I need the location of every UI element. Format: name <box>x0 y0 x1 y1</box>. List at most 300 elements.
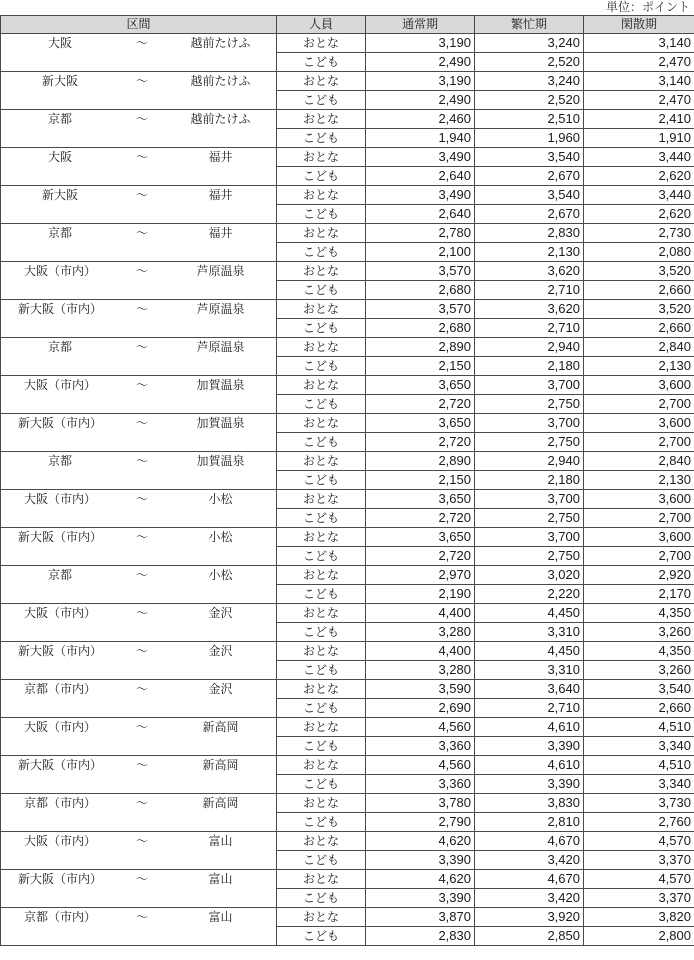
fare-regular-child: 2,720 <box>366 547 475 566</box>
fare-regular-adult: 2,460 <box>366 110 475 129</box>
fare-busy-adult: 3,240 <box>475 72 584 91</box>
route-cell <box>1 300 277 338</box>
fare-regular-adult: 4,620 <box>366 870 475 889</box>
route-from: 京都（市内） <box>23 796 96 810</box>
route-cell <box>1 186 277 224</box>
person-child: こども <box>277 471 366 490</box>
fare-offpeak-adult: 3,730 <box>584 794 694 813</box>
fare-busy-child: 2,750 <box>475 547 584 566</box>
fare-regular-adult: 2,970 <box>366 566 475 585</box>
table-row <box>1 908 694 927</box>
fare-offpeak-adult: 3,600 <box>584 490 694 509</box>
person-adult: おとな <box>277 566 366 585</box>
fare-offpeak-child: 3,260 <box>584 623 694 642</box>
table-row <box>1 756 694 775</box>
header-busy: 繁忙期 <box>475 16 584 34</box>
person-adult: おとな <box>277 110 366 129</box>
fare-busy-adult: 4,610 <box>475 756 584 775</box>
route-tilde: ～ <box>135 74 148 88</box>
header-person: 人員 <box>277 16 366 34</box>
fare-offpeak-adult: 2,730 <box>584 224 694 243</box>
fare-busy-child: 2,220 <box>475 585 584 604</box>
route-tilde: ～ <box>135 416 148 430</box>
route-cell <box>1 34 277 72</box>
fare-offpeak-child: 2,700 <box>584 509 694 528</box>
person-child: こども <box>277 547 366 566</box>
person-child: こども <box>277 433 366 452</box>
route-to: 加賀温泉 <box>196 378 245 392</box>
fare-busy-adult: 4,610 <box>475 718 584 737</box>
fare-offpeak-adult: 3,440 <box>584 148 694 167</box>
header-regular: 通常期 <box>366 16 475 34</box>
table-row <box>1 224 694 243</box>
fare-regular-adult: 3,490 <box>366 186 475 205</box>
route-tilde: ～ <box>135 36 148 50</box>
route-from: 京都（市内） <box>23 910 96 924</box>
route-tilde: ～ <box>135 796 148 810</box>
fare-regular-adult: 3,780 <box>366 794 475 813</box>
person-child: こども <box>277 53 366 72</box>
fare-busy-child: 2,850 <box>475 927 584 946</box>
fare-regular-child: 2,720 <box>366 395 475 414</box>
fare-offpeak-child: 2,700 <box>584 395 694 414</box>
fare-busy-child: 2,520 <box>475 91 584 110</box>
route-from: 新大阪 <box>41 188 78 202</box>
fare-regular-adult: 3,870 <box>366 908 475 927</box>
person-child: こども <box>277 395 366 414</box>
fare-busy-adult: 3,830 <box>475 794 584 813</box>
table-row <box>1 262 694 281</box>
fare-regular-adult: 3,650 <box>366 490 475 509</box>
unit-label: 単位：ポイント <box>605 0 690 14</box>
route-tilde: ～ <box>135 720 148 734</box>
fare-regular-child: 2,490 <box>366 53 475 72</box>
person-adult: おとな <box>277 680 366 699</box>
fare-offpeak-child: 3,370 <box>584 889 694 908</box>
route-cell <box>1 870 277 908</box>
fare-busy-adult: 3,700 <box>475 490 584 509</box>
person-adult: おとな <box>277 300 366 319</box>
route-to: 富山 <box>208 872 233 886</box>
route-cell <box>1 224 277 262</box>
fare-regular-child: 3,360 <box>366 737 475 756</box>
route-to: 越前たけふ <box>190 112 251 126</box>
route-from: 京都 <box>47 454 72 468</box>
route-to: 富山 <box>208 834 233 848</box>
fare-offpeak-adult: 4,510 <box>584 756 694 775</box>
person-adult: おとな <box>277 224 366 243</box>
table-row <box>1 604 694 623</box>
route-cell <box>1 528 277 566</box>
person-adult: おとな <box>277 870 366 889</box>
route-to: 芦原温泉 <box>196 264 245 278</box>
table-row <box>1 832 694 851</box>
route-cell <box>1 604 277 642</box>
fare-regular-child: 3,390 <box>366 851 475 870</box>
fare-busy-adult: 2,940 <box>475 452 584 471</box>
route-from: 京都 <box>47 568 72 582</box>
route-from: 大阪（市内） <box>23 378 96 392</box>
route-cell <box>1 832 277 870</box>
fare-regular-adult: 3,590 <box>366 680 475 699</box>
fare-regular-child: 2,190 <box>366 585 475 604</box>
fare-busy-adult: 3,700 <box>475 376 584 395</box>
fare-regular-child: 2,150 <box>366 357 475 376</box>
route-from: 京都 <box>47 340 72 354</box>
route-to: 加賀温泉 <box>196 454 245 468</box>
fare-busy-child: 2,130 <box>475 243 584 262</box>
person-adult: おとな <box>277 604 366 623</box>
route-to: 福井 <box>208 188 233 202</box>
fare-busy-adult: 3,020 <box>475 566 584 585</box>
fare-busy-child: 3,420 <box>475 889 584 908</box>
table-row <box>1 338 694 357</box>
fare-busy-adult: 3,640 <box>475 680 584 699</box>
fare-regular-adult: 4,400 <box>366 604 475 623</box>
fare-regular-child: 3,360 <box>366 775 475 794</box>
route-cell <box>1 794 277 832</box>
person-adult: おとな <box>277 908 366 927</box>
fare-busy-child: 3,390 <box>475 775 584 794</box>
fare-busy-child: 2,180 <box>475 357 584 376</box>
fare-regular-adult: 4,620 <box>366 832 475 851</box>
person-adult: おとな <box>277 642 366 661</box>
fare-regular-adult: 2,780 <box>366 224 475 243</box>
route-tilde: ～ <box>135 112 148 126</box>
fare-regular-adult: 3,190 <box>366 34 475 53</box>
route-tilde: ～ <box>135 606 148 620</box>
table-row <box>1 528 694 547</box>
route-from: 新大阪（市内） <box>17 530 102 544</box>
fare-offpeak-child: 2,130 <box>584 357 694 376</box>
fare-offpeak-adult: 3,440 <box>584 186 694 205</box>
route-cell <box>1 414 277 452</box>
fare-offpeak-child: 2,470 <box>584 91 694 110</box>
fare-busy-adult: 2,940 <box>475 338 584 357</box>
route-from: 京都 <box>47 226 72 240</box>
person-adult: おとな <box>277 756 366 775</box>
route-cell <box>1 908 277 946</box>
fare-regular-adult: 2,890 <box>366 452 475 471</box>
route-to: 小松 <box>208 492 233 506</box>
fare-offpeak-adult: 4,570 <box>584 870 694 889</box>
fare-regular-adult: 4,560 <box>366 718 475 737</box>
route-from: 大阪（市内） <box>23 834 96 848</box>
fare-offpeak-child: 2,800 <box>584 927 694 946</box>
fare-offpeak-child: 2,700 <box>584 433 694 452</box>
fare-offpeak-adult: 4,350 <box>584 604 694 623</box>
person-child: こども <box>277 205 366 224</box>
route-cell <box>1 110 277 148</box>
route-cell <box>1 718 277 756</box>
route-to: 越前たけふ <box>190 74 251 88</box>
fare-regular-adult: 2,890 <box>366 338 475 357</box>
fare-offpeak-child: 2,620 <box>584 205 694 224</box>
fare-busy-adult: 4,670 <box>475 870 584 889</box>
person-child: こども <box>277 357 366 376</box>
route-tilde: ～ <box>135 454 148 468</box>
route-tilde: ～ <box>135 758 148 772</box>
fare-regular-child: 3,280 <box>366 623 475 642</box>
fare-regular-adult: 3,490 <box>366 148 475 167</box>
fare-busy-child: 1,960 <box>475 129 584 148</box>
fare-busy-adult: 4,450 <box>475 642 584 661</box>
route-tilde: ～ <box>135 378 148 392</box>
fare-offpeak-child: 2,760 <box>584 813 694 832</box>
person-adult: おとな <box>277 414 366 433</box>
fare-offpeak-adult: 4,350 <box>584 642 694 661</box>
route-from: 新大阪（市内） <box>17 644 102 658</box>
fare-regular-adult: 3,650 <box>366 528 475 547</box>
fare-offpeak-child: 3,370 <box>584 851 694 870</box>
fare-offpeak-child: 2,660 <box>584 319 694 338</box>
person-adult: おとな <box>277 72 366 91</box>
route-to: 金沢 <box>208 644 233 658</box>
route-tilde: ～ <box>135 872 148 886</box>
fare-offpeak-adult: 3,820 <box>584 908 694 927</box>
fare-busy-adult: 3,700 <box>475 414 584 433</box>
route-cell <box>1 642 277 680</box>
person-adult: おとな <box>277 338 366 357</box>
person-child: こども <box>277 509 366 528</box>
route-tilde: ～ <box>135 264 148 278</box>
table-row <box>1 490 694 509</box>
fare-regular-child: 3,390 <box>366 889 475 908</box>
fare-busy-child: 3,390 <box>475 737 584 756</box>
fare-regular-adult: 4,560 <box>366 756 475 775</box>
fare-busy-adult: 2,510 <box>475 110 584 129</box>
fare-offpeak-child: 2,130 <box>584 471 694 490</box>
fare-regular-child: 2,640 <box>366 205 475 224</box>
person-child: こども <box>277 319 366 338</box>
table-row <box>1 72 694 91</box>
fare-regular-adult: 3,570 <box>366 300 475 319</box>
fare-offpeak-adult: 3,600 <box>584 528 694 547</box>
route-tilde: ～ <box>135 492 148 506</box>
route-to: 福井 <box>208 226 233 240</box>
table-row <box>1 680 694 699</box>
route-tilde: ～ <box>135 340 148 354</box>
fare-regular-child: 2,720 <box>366 509 475 528</box>
fare-busy-adult: 3,540 <box>475 186 584 205</box>
fare-busy-child: 2,710 <box>475 319 584 338</box>
fare-regular-adult: 3,650 <box>366 376 475 395</box>
person-child: こども <box>277 927 366 946</box>
route-to: 小松 <box>208 568 233 582</box>
route-tilde: ～ <box>135 644 148 658</box>
table-row <box>1 110 694 129</box>
route-to: 新高岡 <box>202 796 239 810</box>
route-from: 京都（市内） <box>23 682 96 696</box>
fare-offpeak-child: 3,340 <box>584 775 694 794</box>
fare-body <box>1 34 694 946</box>
person-adult: おとな <box>277 490 366 509</box>
fare-busy-child: 2,670 <box>475 205 584 224</box>
fare-offpeak-adult: 3,520 <box>584 300 694 319</box>
route-to: 加賀温泉 <box>196 416 245 430</box>
route-cell <box>1 72 277 110</box>
table-row <box>1 34 694 53</box>
header-route: 区間 <box>1 16 277 34</box>
person-adult: おとな <box>277 34 366 53</box>
fare-offpeak-child: 2,660 <box>584 699 694 718</box>
fare-offpeak-child: 2,080 <box>584 243 694 262</box>
fare-busy-child: 2,180 <box>475 471 584 490</box>
route-to: 富山 <box>208 910 233 924</box>
table-row <box>1 186 694 205</box>
fare-regular-adult: 3,190 <box>366 72 475 91</box>
fare-offpeak-child: 3,340 <box>584 737 694 756</box>
route-tilde: ～ <box>135 910 148 924</box>
fare-regular-child: 2,150 <box>366 471 475 490</box>
fare-busy-adult: 4,670 <box>475 832 584 851</box>
table-row <box>1 148 694 167</box>
person-child: こども <box>277 851 366 870</box>
route-from: 大阪 <box>47 150 72 164</box>
route-tilde: ～ <box>135 302 148 316</box>
table-row <box>1 566 694 585</box>
fare-regular-child: 2,690 <box>366 699 475 718</box>
route-to: 小松 <box>208 530 233 544</box>
fare-offpeak-child: 2,660 <box>584 281 694 300</box>
route-to: 福井 <box>208 150 233 164</box>
fare-offpeak-adult: 4,510 <box>584 718 694 737</box>
route-from: 新大阪 <box>41 74 78 88</box>
person-child: こども <box>277 585 366 604</box>
fare-offpeak-child: 1,910 <box>584 129 694 148</box>
fare-offpeak-adult: 3,140 <box>584 72 694 91</box>
route-to: 新高岡 <box>202 758 239 772</box>
fare-busy-adult: 3,700 <box>475 528 584 547</box>
fare-regular-child: 2,490 <box>366 91 475 110</box>
fare-offpeak-child: 3,260 <box>584 661 694 680</box>
person-child: こども <box>277 167 366 186</box>
fare-busy-adult: 3,240 <box>475 34 584 53</box>
table-row <box>1 718 694 737</box>
person-adult: おとな <box>277 148 366 167</box>
person-child: こども <box>277 775 366 794</box>
route-from: 大阪（市内） <box>23 264 96 278</box>
fare-regular-child: 2,640 <box>366 167 475 186</box>
person-adult: おとな <box>277 718 366 737</box>
route-tilde: ～ <box>135 682 148 696</box>
route-from: 新大阪（市内） <box>17 416 102 430</box>
fare-regular-child: 2,680 <box>366 319 475 338</box>
fare-offpeak-adult: 2,410 <box>584 110 694 129</box>
fare-regular-child: 1,940 <box>366 129 475 148</box>
route-cell <box>1 338 277 376</box>
fare-offpeak-adult: 2,920 <box>584 566 694 585</box>
route-tilde: ～ <box>135 530 148 544</box>
route-cell <box>1 566 277 604</box>
route-cell <box>1 756 277 794</box>
person-adult: おとな <box>277 832 366 851</box>
fare-offpeak-adult: 3,600 <box>584 376 694 395</box>
fare-busy-adult: 3,620 <box>475 300 584 319</box>
fare-offpeak-child: 2,170 <box>584 585 694 604</box>
header-row <box>1 16 694 34</box>
route-cell <box>1 680 277 718</box>
fare-busy-child: 2,750 <box>475 395 584 414</box>
fare-regular-child: 2,100 <box>366 243 475 262</box>
route-cell <box>1 452 277 490</box>
route-tilde: ～ <box>135 834 148 848</box>
fare-busy-adult: 3,620 <box>475 262 584 281</box>
fare-offpeak-adult: 4,570 <box>584 832 694 851</box>
person-child: こども <box>277 813 366 832</box>
person-child: こども <box>277 889 366 908</box>
route-from: 大阪（市内） <box>23 492 96 506</box>
table-row <box>1 642 694 661</box>
person-adult: おとな <box>277 376 366 395</box>
fare-busy-adult: 3,540 <box>475 148 584 167</box>
route-to: 越前たけふ <box>190 36 251 50</box>
fare-busy-child: 2,710 <box>475 281 584 300</box>
person-child: こども <box>277 91 366 110</box>
fare-regular-child: 2,830 <box>366 927 475 946</box>
person-adult: おとな <box>277 528 366 547</box>
table-row <box>1 870 694 889</box>
fare-table <box>0 15 694 946</box>
fare-regular-child: 2,790 <box>366 813 475 832</box>
person-child: こども <box>277 737 366 756</box>
fare-busy-child: 2,810 <box>475 813 584 832</box>
fare-regular-child: 2,720 <box>366 433 475 452</box>
fare-regular-adult: 3,650 <box>366 414 475 433</box>
person-adult: おとな <box>277 262 366 281</box>
route-to: 芦原温泉 <box>196 302 245 316</box>
fare-busy-child: 2,750 <box>475 509 584 528</box>
table-row <box>1 376 694 395</box>
route-from: 新大阪（市内） <box>17 872 102 886</box>
fare-regular-adult: 3,570 <box>366 262 475 281</box>
fare-regular-child: 2,680 <box>366 281 475 300</box>
fare-offpeak-adult: 2,840 <box>584 338 694 357</box>
person-adult: おとな <box>277 452 366 471</box>
route-to: 金沢 <box>208 606 233 620</box>
route-from: 大阪（市内） <box>23 606 96 620</box>
fare-offpeak-adult: 3,540 <box>584 680 694 699</box>
route-from: 大阪（市内） <box>23 720 96 734</box>
route-tilde: ～ <box>135 188 148 202</box>
route-tilde: ～ <box>135 568 148 582</box>
fare-busy-child: 3,310 <box>475 623 584 642</box>
fare-offpeak-child: 2,470 <box>584 53 694 72</box>
fare-offpeak-adult: 3,140 <box>584 34 694 53</box>
fare-busy-adult: 2,830 <box>475 224 584 243</box>
route-tilde: ～ <box>135 226 148 240</box>
person-child: こども <box>277 281 366 300</box>
route-to: 芦原温泉 <box>196 340 245 354</box>
header-offpeak: 閑散期 <box>584 16 694 34</box>
fare-offpeak-adult: 2,840 <box>584 452 694 471</box>
fare-busy-child: 2,710 <box>475 699 584 718</box>
route-cell <box>1 376 277 414</box>
person-adult: おとな <box>277 186 366 205</box>
fare-busy-child: 3,310 <box>475 661 584 680</box>
fare-regular-adult: 4,400 <box>366 642 475 661</box>
route-to: 金沢 <box>208 682 233 696</box>
route-tilde: ～ <box>135 150 148 164</box>
fare-regular-child: 3,280 <box>366 661 475 680</box>
person-adult: おとな <box>277 794 366 813</box>
person-child: こども <box>277 661 366 680</box>
fare-offpeak-adult: 3,600 <box>584 414 694 433</box>
fare-offpeak-adult: 3,520 <box>584 262 694 281</box>
fare-offpeak-child: 2,700 <box>584 547 694 566</box>
person-child: こども <box>277 623 366 642</box>
route-cell <box>1 262 277 300</box>
